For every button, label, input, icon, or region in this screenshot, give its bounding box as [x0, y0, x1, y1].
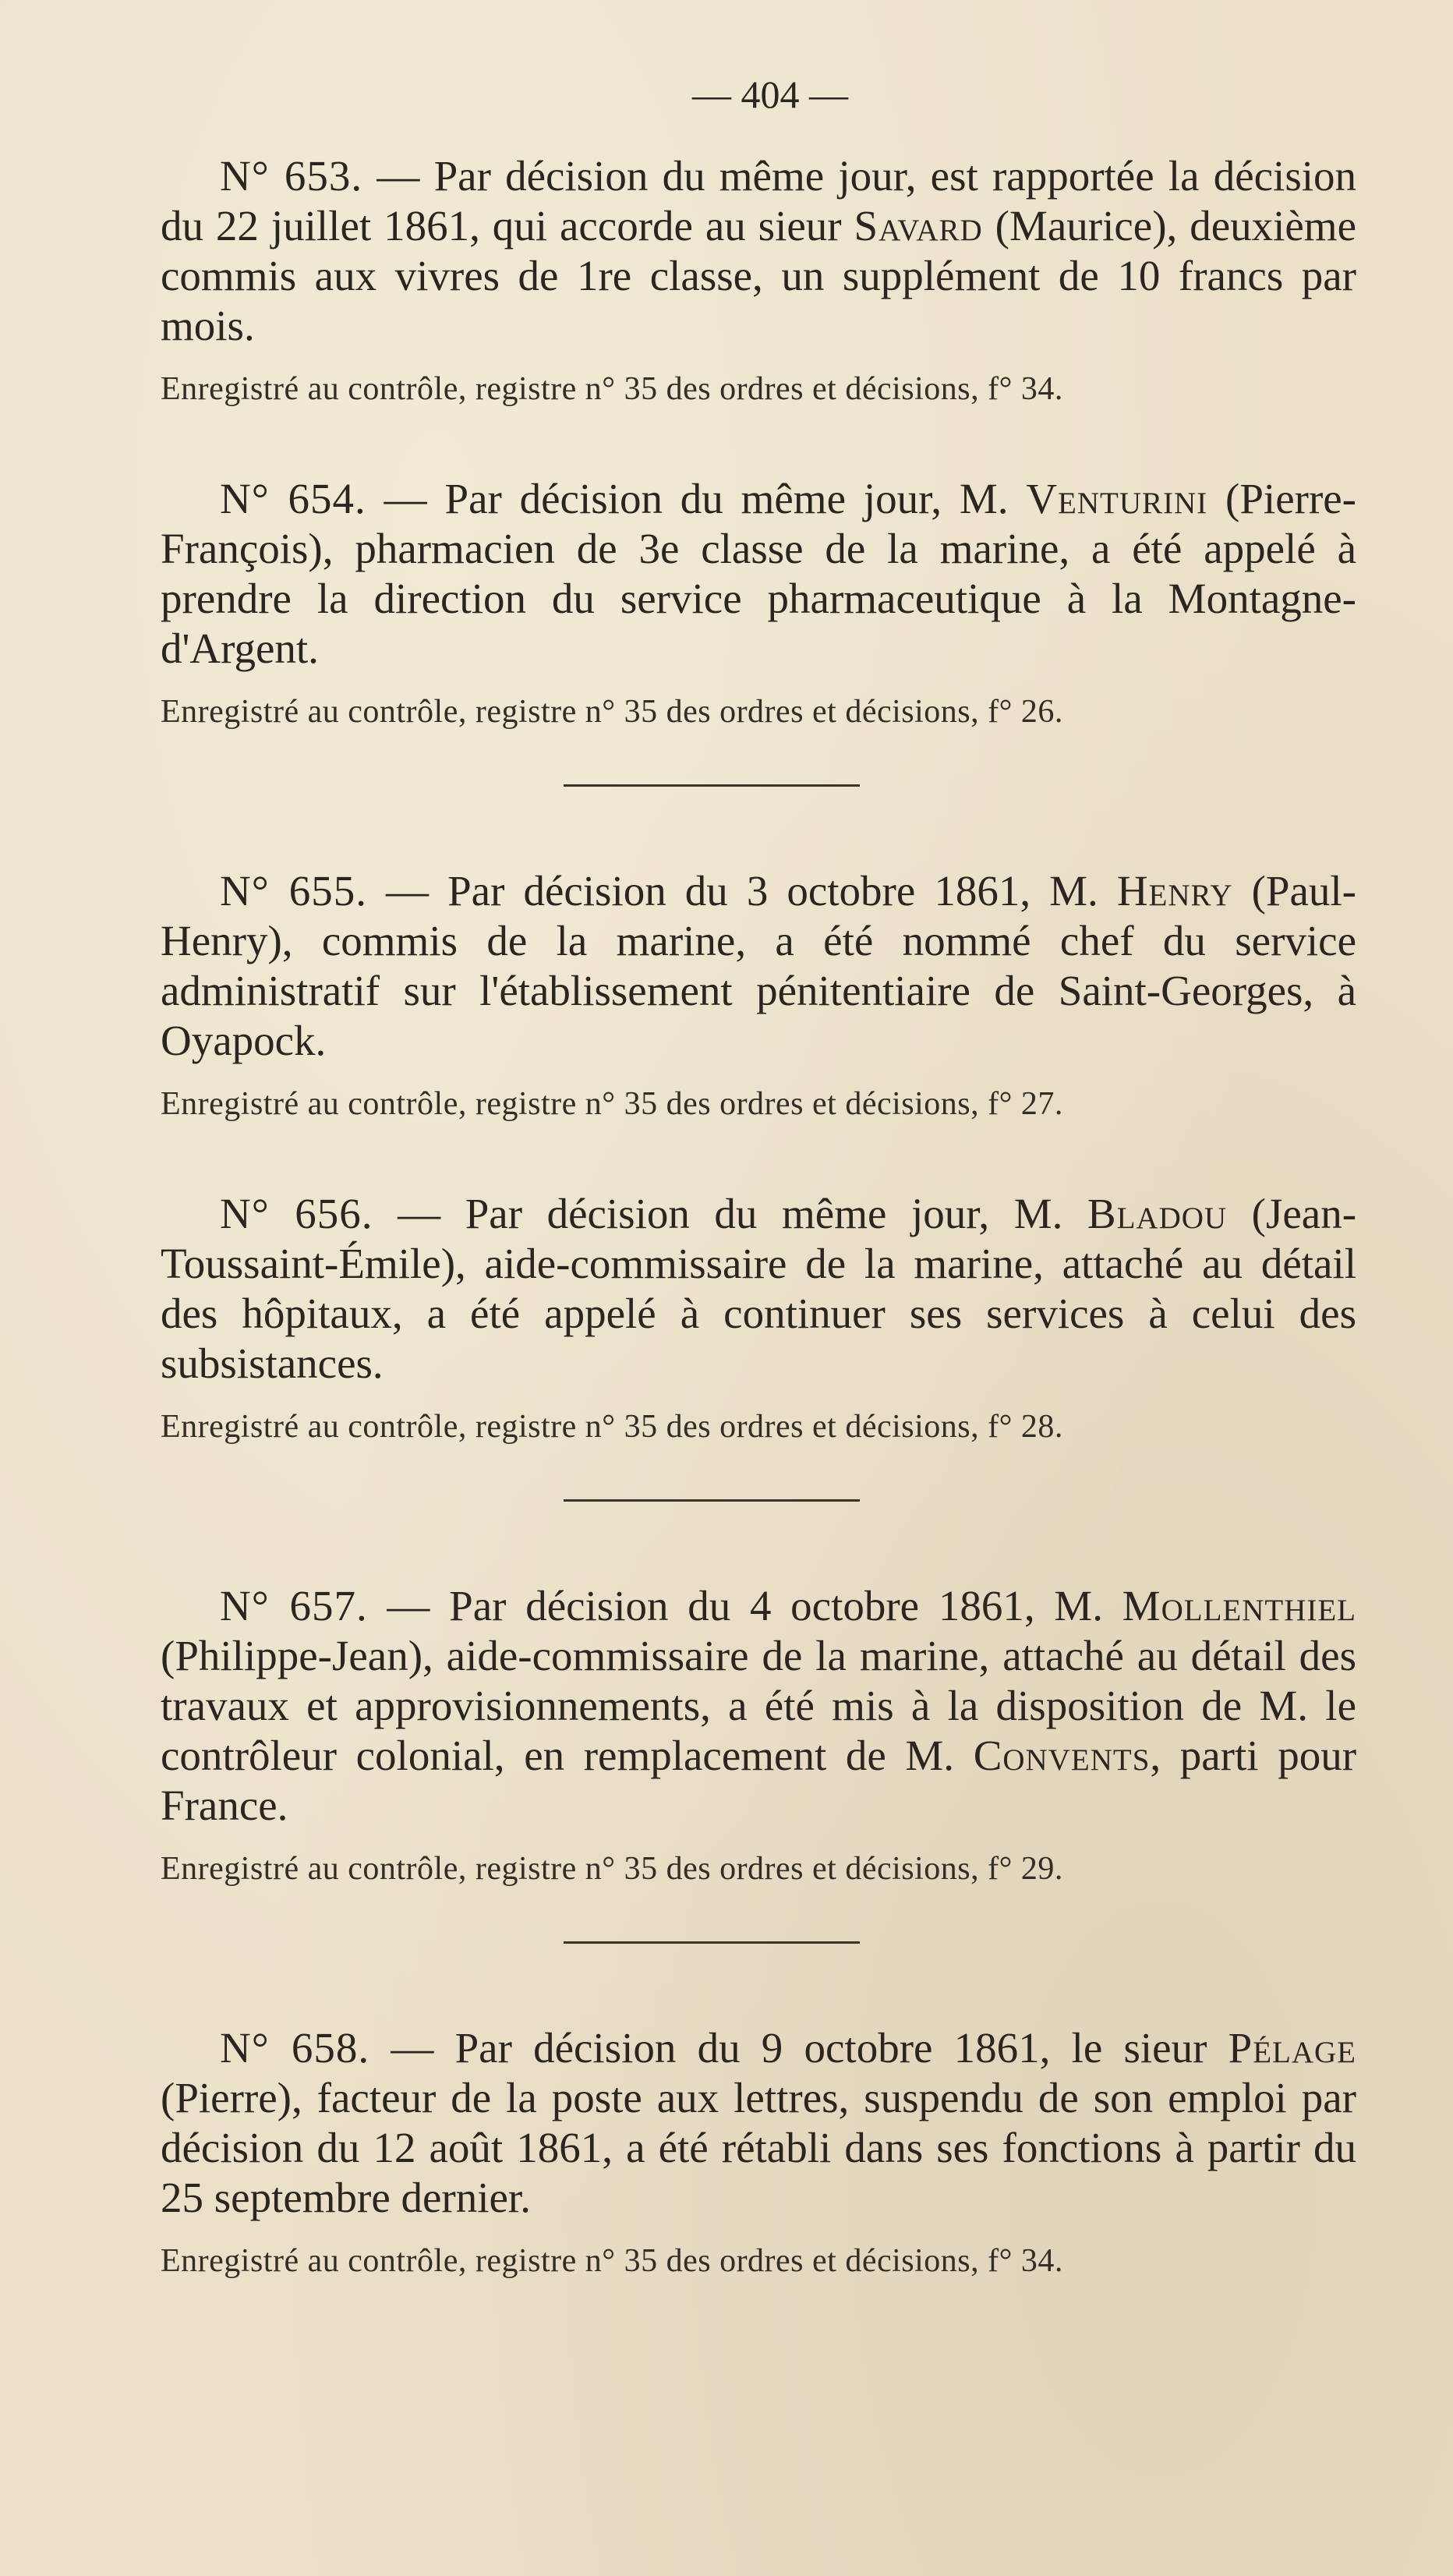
person-name: Mollenthiel — [1122, 1582, 1356, 1629]
entry-body-end: , parti pour France. — [161, 1732, 1357, 1829]
section-divider — [564, 1499, 860, 1502]
person-name: Bladou — [1087, 1190, 1228, 1237]
decision-entry-657 — [161, 1581, 1356, 1888]
person-name: Venturini — [1026, 475, 1208, 522]
decision-entry-655 — [161, 866, 1356, 1123]
entry-body-end: (Maurice), deuxième commis aux vivres de 1re classe, un supplément de 10 francs par mois. — [161, 202, 1356, 349]
entry-body-start: — Par décision du 4 octobre 1861, M. — [367, 1582, 1122, 1629]
registry-line: Enregistré au contrôle, registre n° 35 des ordres et décisions, f° 29. — [161, 1851, 1063, 1887]
entry-body-end: (Pierre-François), pharmacien de 3e classe de la marine, a été appelé à prendre la direction du service pharmaceutique à la Montagne-d'Argent. — [161, 475, 1356, 672]
decision-entry-656 — [161, 1189, 1356, 1446]
spacer — [161, 409, 1356, 474]
entry-body-start: — Par décision du même jour, M. — [373, 1190, 1087, 1237]
registry-line: Enregistré au contrôle, registre n° 35 des ordres et décisions, f° 26. — [161, 694, 1063, 730]
section-divider — [564, 784, 860, 787]
entry-text — [161, 1581, 1356, 1831]
entry-body-start: — Par décision du 3 octobre 1861, M. — [367, 867, 1117, 915]
page-number: — 404 — — [692, 73, 848, 116]
registry-line: Enregistré au contrôle, registre n° 35 des ordres et décisions, f° 28. — [161, 1409, 1063, 1445]
entry-body-end: (Paul-Henry), commis de la marine, a été nommé chef du service administratif sur l'établissement pénitentiaire de Saint-Georges, à Oyapock. — [161, 867, 1356, 1064]
person-name: Henry — [1116, 867, 1233, 915]
entry-body-start: — Par décision du même jour, est rapportée la décision du 22 juillet 1861, qui accorde au sieur — [161, 152, 1357, 249]
entry-number: N° 658. — [220, 2024, 370, 2072]
entry-text — [161, 151, 1356, 351]
registry-line: Enregistré au contrôle, registre n° 35 des ordres et décisions, f° 34. — [161, 2243, 1063, 2279]
registry-line: Enregistré au contrôle, registre n° 35 des ordres et décisions, f° 27. — [161, 1086, 1063, 1122]
entry-number: N° 654. — [220, 475, 366, 522]
entry-body-end: (Jean-Toussaint-Émile), aide-commissaire de la marine, attaché au détail des hôpitaux, a été appelé à continuer ses services à celui des subsistances. — [161, 1190, 1357, 1387]
entry-number: N° 657. — [220, 1582, 368, 1629]
person-name: Pélage — [1228, 2024, 1356, 2072]
entry-number: N° 653. — [220, 152, 363, 200]
entry-text — [161, 2023, 1356, 2223]
registry-line: Enregistré au contrôle, registre n° 35 des ordres et décisions, f° 34. — [161, 371, 1063, 407]
entry-text — [161, 1189, 1356, 1389]
decision-entry-654 — [161, 474, 1356, 731]
person-name: Savard — [854, 202, 983, 249]
decision-entry-653 — [161, 151, 1356, 409]
spacer — [161, 1123, 1356, 1189]
entry-body-end: (Pierre), facteur de la poste aux lettres, suspendu de son emploi par décision du 12 août 1861, a été rétabli dans ses fonctions à partir du 25 septembre dernier. — [161, 2074, 1356, 2221]
entry-body-middle: (Philippe-Jean), aide-commissaire de la marine, attaché au détail des travaux et approvisionnements, a été mis à la disposition de M. le contrôleur colonial, en remplacement de M. — [161, 1632, 1356, 1779]
section-divider — [564, 1941, 860, 1944]
entry-number: N° 655. — [220, 867, 368, 915]
person-name-secondary: Convents — [973, 1732, 1151, 1779]
entry-body-start: — Par décision du même jour, M. — [366, 475, 1027, 522]
entry-text — [161, 866, 1356, 1066]
entry-body-start: — Par décision du 9 octobre 1861, le sieur — [369, 2024, 1229, 2072]
decision-entry-658 — [161, 2023, 1356, 2281]
entry-text — [161, 474, 1356, 674]
entry-number: N° 656. — [220, 1190, 373, 1237]
